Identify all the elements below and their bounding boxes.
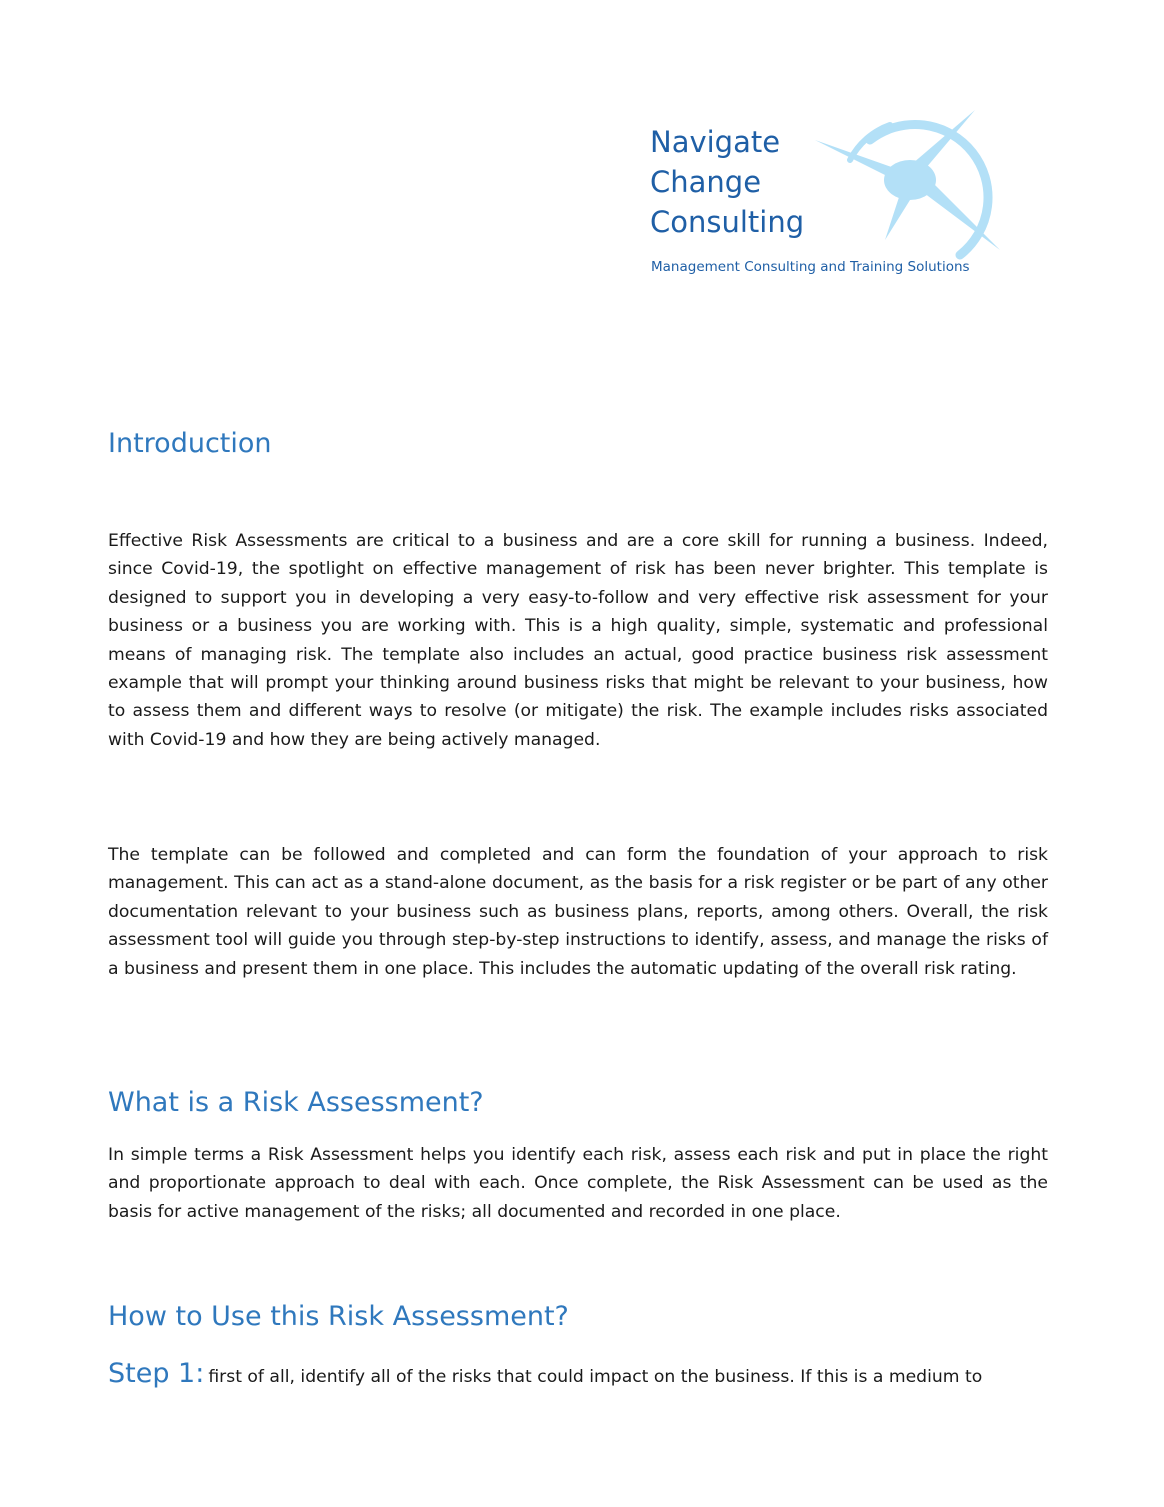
introduction-paragraph-1: Effective Risk Assessments are critical to a business and are a core skill for running a business. Indeed, since Covid-19, the spotlight on effective management of risk has been never brighter. This template is designed to support you in developing a very easy-to-follow and very effective risk assessment for your business or a business you are working with. This is a high quality, simple, systematic and professional means of managing risk. The template also includes an actual, good practice business risk assessment example that will prompt your thinking around business risks that might be relevant to your business, how to assess them and different ways to resolve (or mitigate) the risk. The example includes risks associated with Covid-19 and how they are being actively managed. (108, 531, 1048, 750)
how-to-use-heading: How to Use this Risk Assessment? (108, 1301, 569, 1332)
company-name (650, 122, 804, 242)
introduction-paragraph-2: The template can be followed and completed and can form the foundation of your approach to risk management. This can act as a stand-alone document, as the basis for a risk register or be part of any other documentation relevant to your business such as business plans, reports, among others. Overall, the risk assessment tool will guide you through step-by-step instructions to identify, assess, and manage the risks of a business and present them in one place. This includes the automatic updating of the overall risk rating. (108, 845, 1048, 979)
compass-icon (810, 100, 1010, 260)
company-tagline: Management Consulting and Training Solutions (651, 259, 970, 275)
introduction-heading: Introduction (108, 428, 272, 459)
step-1 (108, 1358, 1068, 1389)
company-logo (640, 100, 1040, 300)
company-name-line-2: Change (650, 165, 762, 199)
step-1-label: Step 1: (108, 1358, 205, 1389)
company-name-line-3: Consulting (650, 205, 805, 239)
step-1-text: first of all, identify all of the risks that could impact on the business. If this is a medium to (208, 1367, 983, 1387)
company-name-line-1: Navigate (650, 125, 781, 159)
what-is-heading: What is a Risk Assessment? (108, 1087, 484, 1118)
what-is-paragraph: In simple terms a Risk Assessment helps you identify each risk, assess each risk and put in place the right and proportionate approach to deal with each. Once complete, the Risk Assessment can be used as the basis for active management of the risks; all documented and recorded in one place. (108, 1145, 1048, 1222)
